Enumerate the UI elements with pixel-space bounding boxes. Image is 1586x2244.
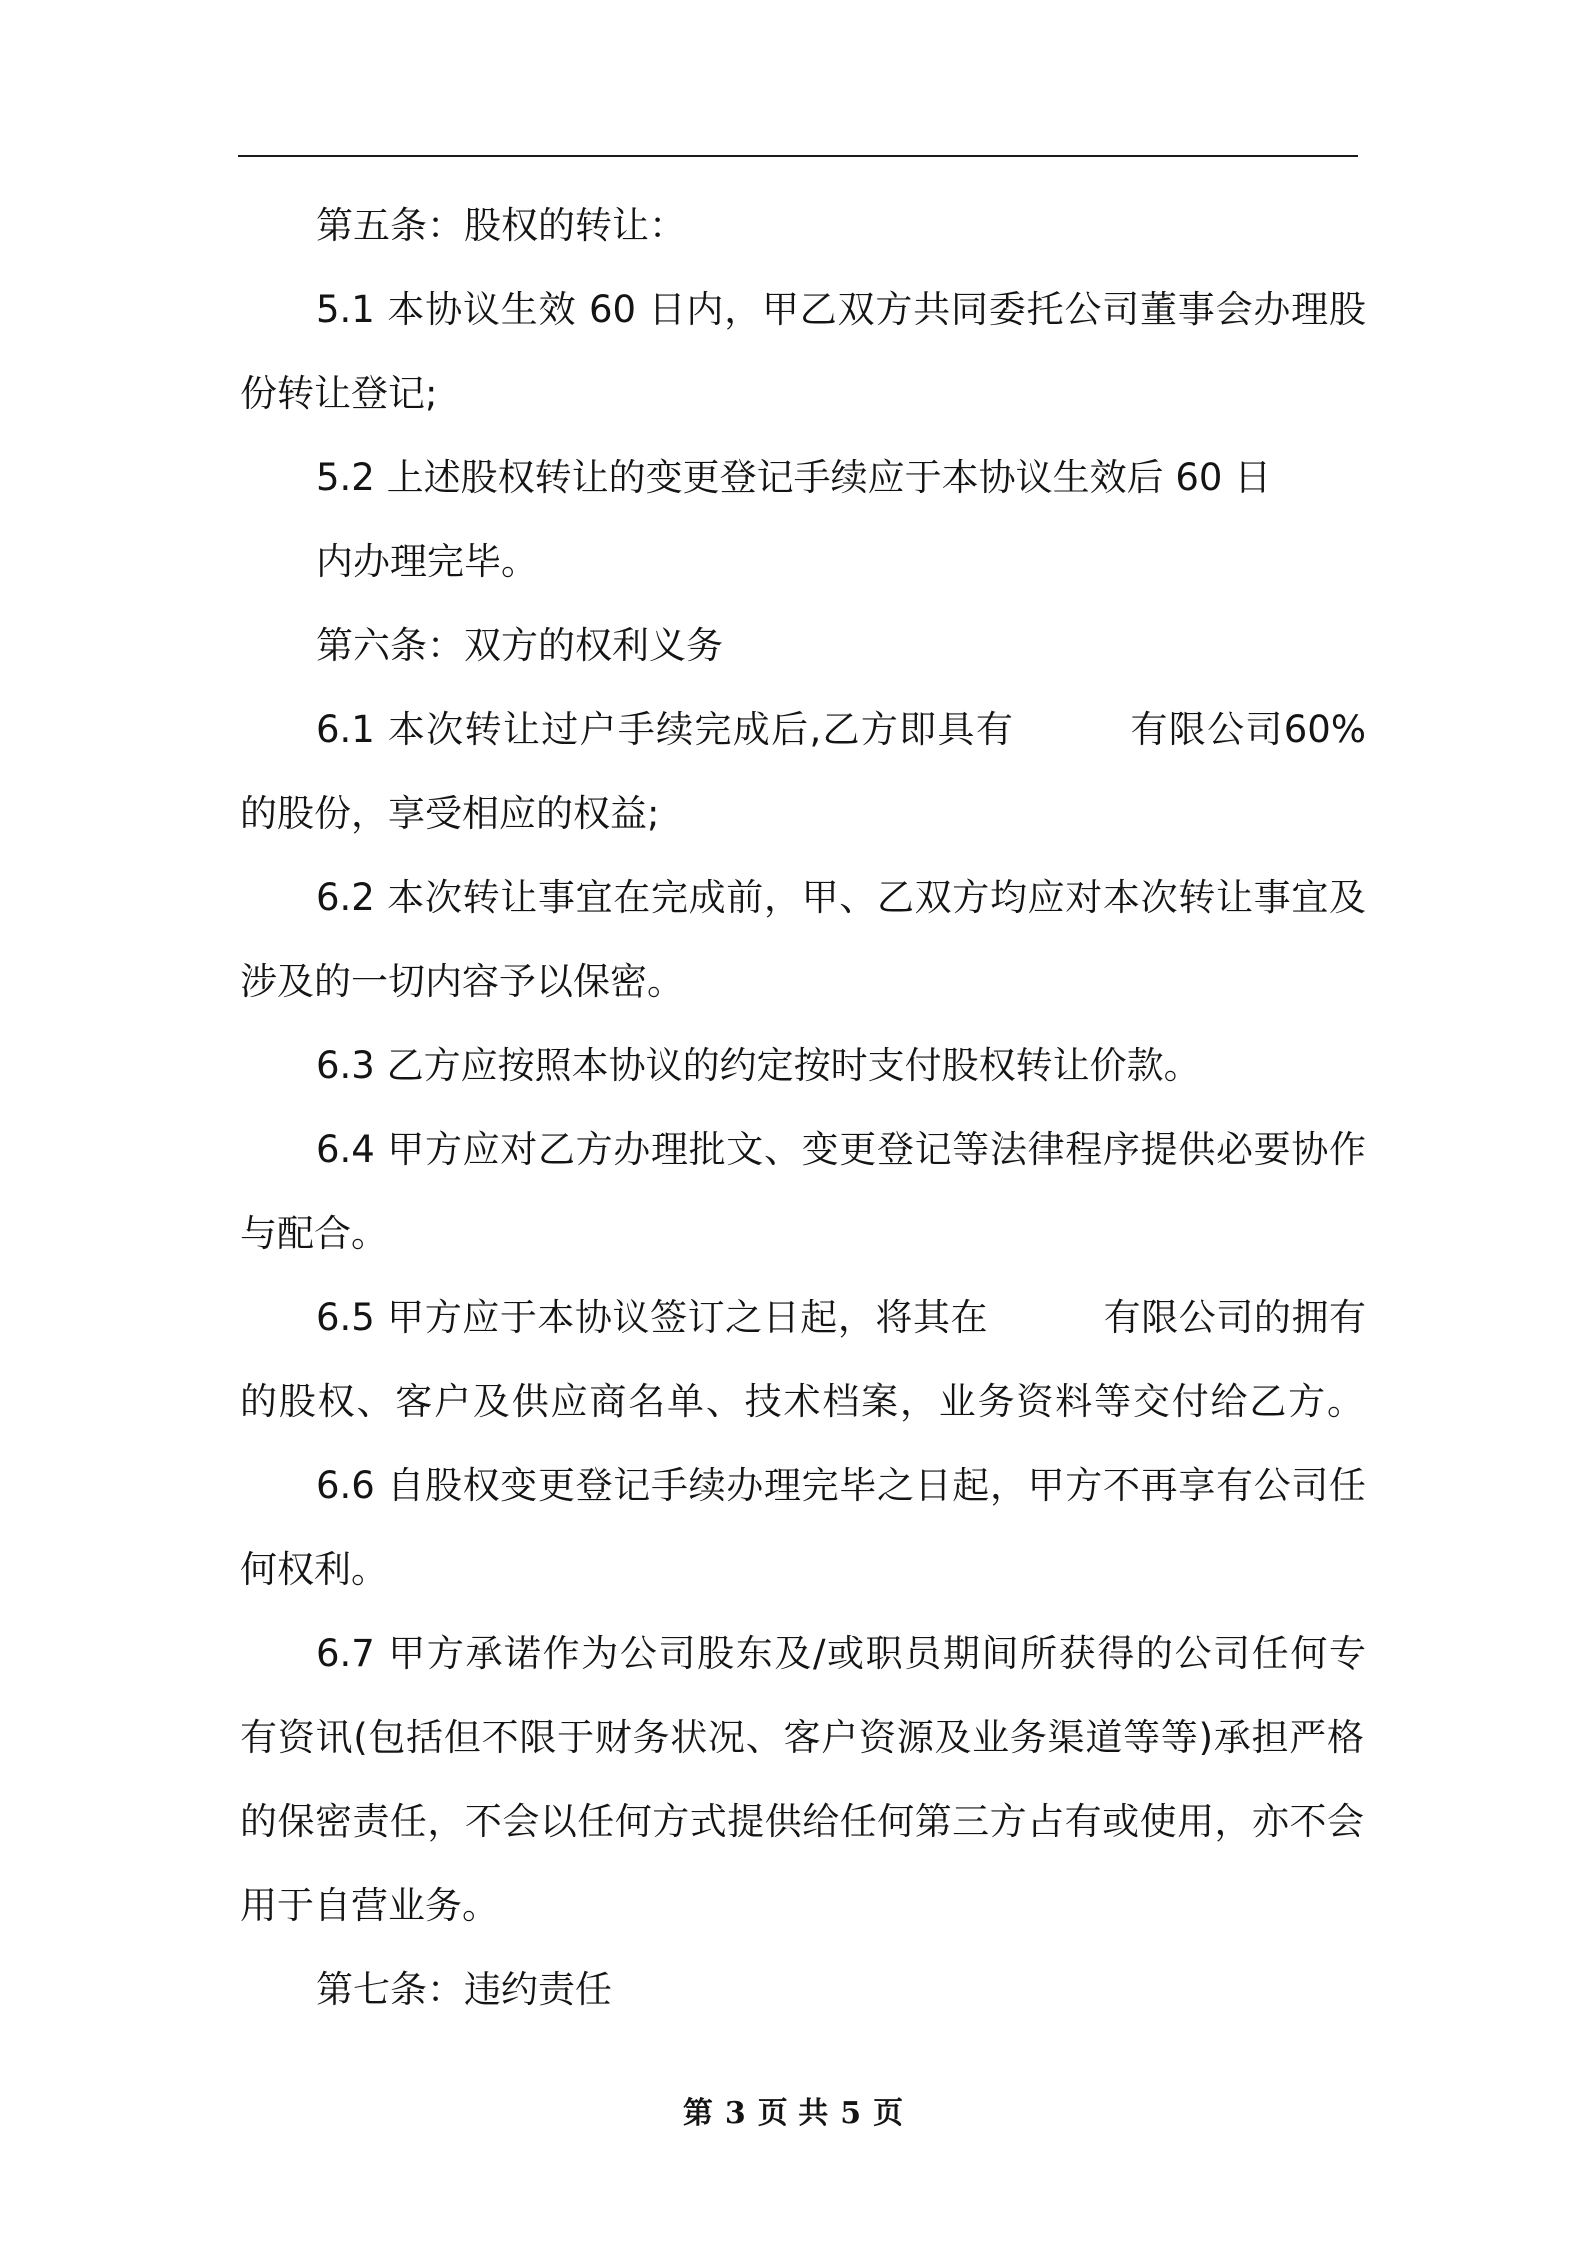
footer-middle: 页 共 bbox=[757, 2096, 829, 2131]
clause-6-1-line-2: 的股份，享受相应的权益; bbox=[240, 792, 660, 835]
header-rule bbox=[238, 155, 1358, 157]
article-6-heading: 第六条：双方的权利义务 bbox=[316, 624, 723, 667]
clause-6-5-line-1 bbox=[316, 1292, 1366, 1344]
clause-6-1-text-before-blank: 6.1 本次转让过户手续完成后,乙方即具有 bbox=[316, 708, 1015, 751]
current-page-number: 3 bbox=[724, 2096, 746, 2131]
clause-6-2-line-2: 涉及的一切内容予以保密。 bbox=[240, 960, 684, 1003]
clause-6-4-line-1: 6.4 甲方应对乙方办理批文、变更登记等法律程序提供必要协作 bbox=[316, 1128, 1366, 1171]
clause-6-5-text-before-blank: 6.5 甲方应于本协议签订之日起，将其在 bbox=[316, 1296, 989, 1339]
clause-6-1-text-after-blank: 有限公司60% bbox=[1129, 708, 1366, 751]
clause-6-7-line-4: 用于自营业务。 bbox=[240, 1884, 499, 1927]
clause-6-7-line-2: 有资讯(包括但不限于财务状况、客户资源及业务渠道等等)承担严格 bbox=[240, 1716, 1364, 1759]
clause-5-1-line-2: 份转让登记; bbox=[240, 372, 438, 415]
footer-suffix: 页 bbox=[873, 2096, 904, 2131]
clause-5-2-line-1: 5.2 上述股权转让的变更登记手续应于本协议生效后 60 日 bbox=[316, 456, 1272, 499]
clause-5-1-line-1: 5.1 本协议生效 60 日内，甲乙双方共同委托公司董事会办理股 bbox=[316, 288, 1366, 331]
clause-6-3: 6.3 乙方应按照本协议的约定按时支付股权转让价款。 bbox=[316, 1044, 1201, 1087]
article-5-heading: 第五条：股权的转让： bbox=[316, 204, 686, 247]
clause-6-6-line-1: 6.6 自股权变更登记手续办理完毕之日起，甲方不再享有公司任 bbox=[316, 1464, 1366, 1507]
clause-6-1-line-1 bbox=[316, 704, 1366, 756]
clause-6-4-line-2: 与配合。 bbox=[240, 1212, 388, 1255]
clause-6-5-text-after-blank: 有限公司的拥有 bbox=[1103, 1296, 1366, 1339]
clause-6-5-line-2: 的股权、客户及供应商名单、技术档案，业务资料等交付给乙方。 bbox=[240, 1380, 1364, 1423]
footer-prefix: 第 bbox=[682, 2096, 713, 2131]
clause-6-7-line-3: 的保密责任，不会以任何方式提供给任何第三方占有或使用，亦不会 bbox=[240, 1800, 1364, 1843]
clause-6-7-line-1: 6.7 甲方承诺作为公司股东及/或职员期间所获得的公司任何专 bbox=[316, 1632, 1366, 1675]
article-7-heading: 第七条：违约责任 bbox=[316, 1968, 612, 2011]
page-footer bbox=[0, 2094, 1586, 2134]
clause-5-2-line-2: 内办理完毕。 bbox=[316, 540, 538, 583]
clause-6-2-line-1: 6.2 本次转让事宜在完成前，甲、乙双方均应对本次转让事宜及 bbox=[316, 876, 1366, 919]
total-page-count: 5 bbox=[840, 2096, 862, 2131]
clause-6-6-line-2: 何权利。 bbox=[240, 1548, 388, 1591]
